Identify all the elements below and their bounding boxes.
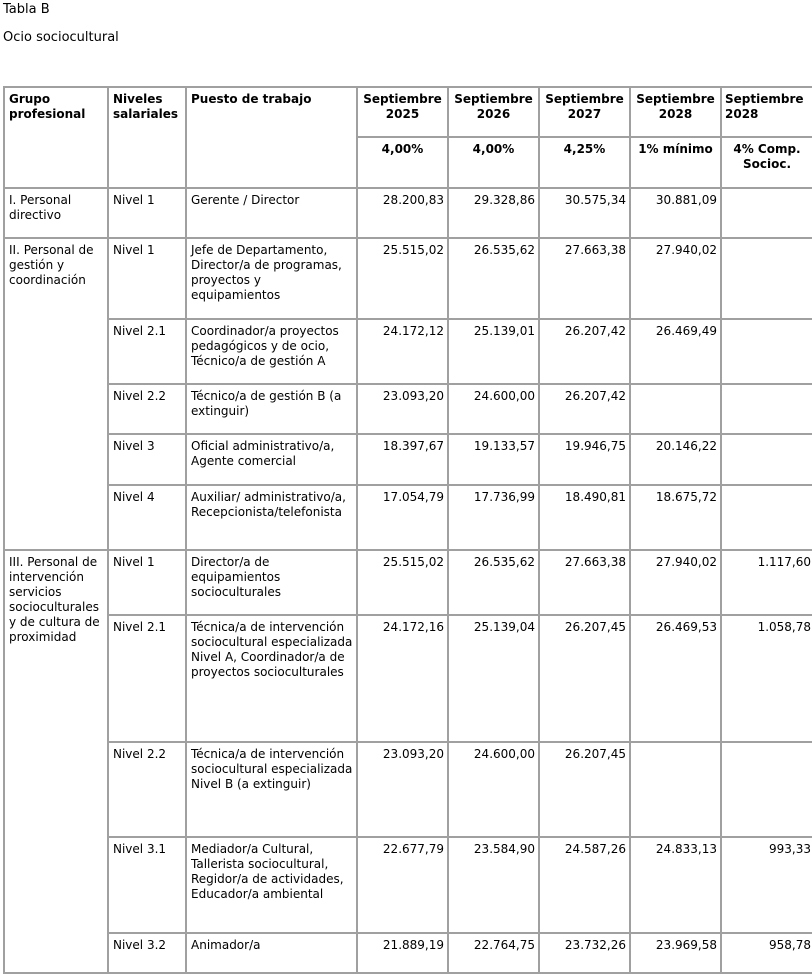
puesto-cell: Técnico/a de gestión B (a extinguir)	[186, 384, 357, 434]
salary-cell	[721, 434, 812, 485]
table-row	[4, 933, 812, 973]
salary-cell: 1.058,78	[721, 615, 812, 742]
table-row	[4, 837, 812, 933]
salary-cell	[721, 485, 812, 550]
salary-cell: 19.133,57	[448, 434, 539, 485]
salary-cell: 993,33	[721, 837, 812, 933]
nivel-cell: Nivel 3.1	[108, 837, 186, 933]
header-grupo: Grupo profesional	[4, 87, 108, 188]
salary-cell: 18.490,81	[539, 485, 630, 550]
salary-cell: 26.207,45	[539, 742, 630, 837]
header-rate: 4,00%	[448, 137, 539, 188]
salary-cell: 17.736,99	[448, 485, 539, 550]
grupo-cell: II. Personal de gestión y coordinación	[4, 238, 108, 550]
puesto-cell: Director/a de equipamientos socioculturales	[186, 550, 357, 615]
salary-cell	[721, 384, 812, 434]
salary-cell: 24.600,00	[448, 384, 539, 434]
salary-cell: 18.397,67	[357, 434, 448, 485]
nivel-cell: Nivel 1	[108, 188, 186, 238]
salary-cell: 26.469,53	[630, 615, 721, 742]
salary-cell: 27.940,02	[630, 238, 721, 319]
nivel-cell: Nivel 2.2	[108, 742, 186, 837]
salary-cell	[630, 384, 721, 434]
salary-cell: 26.535,62	[448, 238, 539, 319]
salary-cell	[630, 742, 721, 837]
table-row	[4, 550, 812, 615]
nivel-cell: Nivel 3	[108, 434, 186, 485]
puesto-cell: Oficial administrativo/a, Agente comercial	[186, 434, 357, 485]
salary-cell: 24.600,00	[448, 742, 539, 837]
salary-cell: 25.515,02	[357, 238, 448, 319]
header-year: Septiembre 2025	[357, 87, 448, 137]
salary-cell: 24.172,12	[357, 319, 448, 384]
header-niveles: Niveles salariales	[108, 87, 186, 188]
nivel-cell: Nivel 4	[108, 485, 186, 550]
puesto-cell: Gerente / Director	[186, 188, 357, 238]
salary-cell: 23.732,26	[539, 933, 630, 973]
salary-cell: 25.139,01	[448, 319, 539, 384]
puesto-cell: Coordinador/a proyectos pedagógicos y de ocio, Técnico/a de gestión A	[186, 319, 357, 384]
puesto-cell: Técnica/a de intervención sociocultural especializada Nivel A, Coordinador/a de proyectos socioculturales	[186, 615, 357, 742]
grupo-cell: III. Personal de intervención servicios socioculturales y de cultura de proximidad	[4, 550, 108, 973]
salary-cell: 29.328,86	[448, 188, 539, 238]
nivel-cell: Nivel 2.2	[108, 384, 186, 434]
salary-cell: 23.584,90	[448, 837, 539, 933]
puesto-cell: Animador/a	[186, 933, 357, 973]
header-rate: 4% Comp. Socioc.	[721, 137, 812, 188]
salary-cell: 24.833,13	[630, 837, 721, 933]
salary-cell: 958,78	[721, 933, 812, 973]
table-title: Tabla B	[3, 2, 50, 17]
salary-cell: 21.889,19	[357, 933, 448, 973]
salary-cell: 25.515,02	[357, 550, 448, 615]
puesto-cell: Auxiliar/ administrativo/a, Recepcionista/telefonista	[186, 485, 357, 550]
nivel-cell: Nivel 3.2	[108, 933, 186, 973]
salary-cell: 26.207,45	[539, 615, 630, 742]
salary-cell: 19.946,75	[539, 434, 630, 485]
table-row	[4, 485, 812, 550]
salary-cell	[721, 319, 812, 384]
salary-cell	[721, 742, 812, 837]
salary-cell: 18.675,72	[630, 485, 721, 550]
grupo-cell: I. Personal directivo	[4, 188, 108, 238]
header-rate: 4,25%	[539, 137, 630, 188]
header-year: Septiembre 2028	[630, 87, 721, 137]
salary-cell: 27.663,38	[539, 238, 630, 319]
salary-cell	[721, 238, 812, 319]
salary-cell: 17.054,79	[357, 485, 448, 550]
salary-cell: 20.146,22	[630, 434, 721, 485]
puesto-cell: Mediador/a Cultural, Tallerista sociocultural, Regidor/a de actividades, Educador/a ambiental	[186, 837, 357, 933]
salary-cell: 26.207,42	[539, 384, 630, 434]
nivel-cell: Nivel 1	[108, 550, 186, 615]
salary-cell: 26.535,62	[448, 550, 539, 615]
nivel-cell: Nivel 2.1	[108, 319, 186, 384]
nivel-cell: Nivel 1	[108, 238, 186, 319]
table-row	[4, 319, 812, 384]
table-row	[4, 238, 812, 319]
salary-cell: 24.587,26	[539, 837, 630, 933]
salary-cell: 28.200,83	[357, 188, 448, 238]
header-rate: 4,00%	[357, 137, 448, 188]
salary-cell: 23.093,20	[357, 742, 448, 837]
table-row	[4, 615, 812, 742]
salary-cell: 1.117,60	[721, 550, 812, 615]
salary-cell: 24.172,16	[357, 615, 448, 742]
header-row	[4, 87, 812, 137]
table-row	[4, 188, 812, 238]
table-row	[4, 434, 812, 485]
header-rate: 1% mínimo	[630, 137, 721, 188]
salary-cell: 23.969,58	[630, 933, 721, 973]
puesto-cell: Jefe de Departamento, Director/a de programas, proyectos y equipamientos	[186, 238, 357, 319]
salary-cell: 26.207,42	[539, 319, 630, 384]
header-puesto: Puesto de trabajo	[186, 87, 357, 188]
header-year: Septiembre 2028	[721, 87, 812, 137]
header-year: Septiembre 2026	[448, 87, 539, 137]
header-year: Septiembre 2027	[539, 87, 630, 137]
table-row	[4, 384, 812, 434]
salary-cell: 22.677,79	[357, 837, 448, 933]
salary-cell: 26.469,49	[630, 319, 721, 384]
salary-cell: 22.764,75	[448, 933, 539, 973]
salary-cell: 25.139,04	[448, 615, 539, 742]
salary-table	[3, 86, 812, 974]
salary-cell: 30.881,09	[630, 188, 721, 238]
salary-cell: 27.940,02	[630, 550, 721, 615]
nivel-cell: Nivel 2.1	[108, 615, 186, 742]
table-subtitle: Ocio sociocultural	[3, 30, 119, 45]
salary-cell: 30.575,34	[539, 188, 630, 238]
salary-cell	[721, 188, 812, 238]
puesto-cell: Técnica/a de intervención sociocultural especializada Nivel B (a extinguir)	[186, 742, 357, 837]
table-row	[4, 742, 812, 837]
salary-cell: 23.093,20	[357, 384, 448, 434]
salary-cell: 27.663,38	[539, 550, 630, 615]
